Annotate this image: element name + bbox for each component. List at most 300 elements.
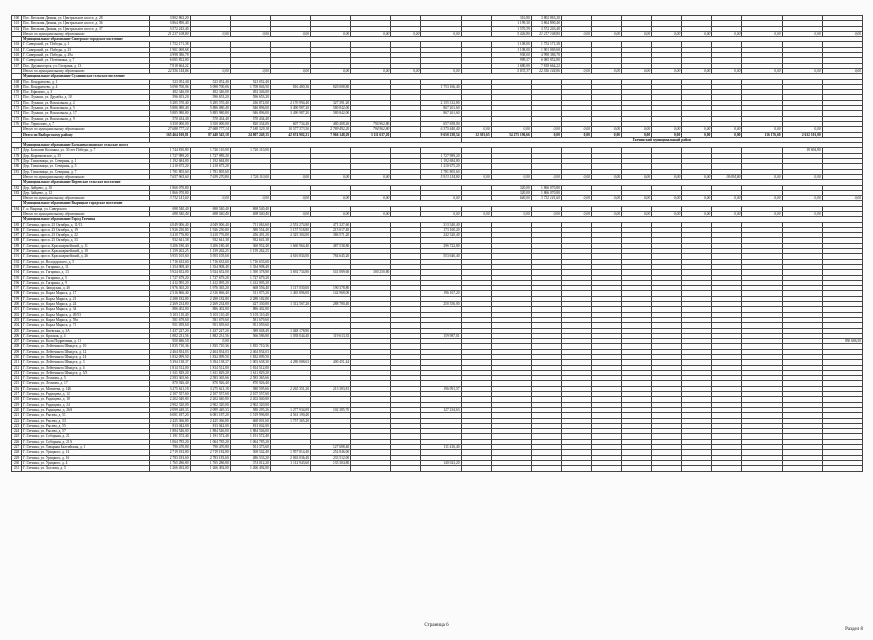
value-cell: 0,00 <box>712 127 742 132</box>
value-cell: 5 103 110,40 <box>150 312 190 317</box>
address-cell: Г. Сиверский, ул. Победы, д. 23 <box>22 47 150 52</box>
row-number: 217 <box>12 392 22 397</box>
value-cell: 698 540,40 <box>150 206 190 211</box>
address-cell: Г. Гатчина, ул. Карла Маркса, д. 59а <box>22 317 150 322</box>
value-cell: 1 926 250,80 <box>190 227 230 232</box>
value-cell <box>461 466 491 471</box>
value-cell: 1 814 512,00 <box>230 365 270 370</box>
value-cell: 3 350 000,00 <box>190 121 230 126</box>
value-cell: 0,00 <box>622 31 652 36</box>
value-cell: 867 261,60 <box>421 106 461 111</box>
value-cell: 1 064 785,20 <box>150 439 190 444</box>
row-number: 229 <box>12 455 22 460</box>
address-cell: Г. Гатчина, ул. Карла Маркса, д. 71 <box>22 323 150 328</box>
value-cell: 456 491,20 <box>230 233 270 238</box>
value-cell: 0,00 <box>742 68 782 73</box>
value-cell: 2 583 365,66 <box>150 376 190 381</box>
value-cell: 1 765 286,80 <box>190 460 230 465</box>
value-cell: 570 434,40 <box>150 116 190 121</box>
value-cell: 1 866 070,80 <box>150 190 190 195</box>
value-cell: 1 835 710,36 <box>150 344 190 349</box>
value-cell: 1 660 964,40 <box>270 243 310 248</box>
value-cell: 0,00 <box>311 196 351 201</box>
address-cell: Г. Гатчина, ул. Рысева, д. 55 <box>22 423 150 428</box>
address-cell: Дер. Тихковицы, ул. Северная, д. 5 <box>22 164 150 169</box>
address-cell: Г. Гатчина, ул. Лейтенанта Шмидта, д. 12 <box>22 349 150 354</box>
value-cell: 0,00 <box>391 68 421 73</box>
address-cell: Г. Гатчина, просп. 25 Октября, д. 19 <box>22 227 150 232</box>
value-cell: 0,00 <box>230 68 270 73</box>
row-number: 176 <box>12 121 22 126</box>
row-number: 194 <box>12 270 22 275</box>
value-cell: 0,00 <box>351 68 391 73</box>
address-cell: Г. Гатчина, ул. Лейтенанта Шмидта, д. 3 <box>22 360 150 365</box>
value-cell: 0,00 <box>682 174 712 179</box>
address-cell: Г. Гатчина, просп. 25 Октября, д. 11/13 <box>22 222 150 227</box>
address-cell: Г. Гатчина, просп. Красноармейский, д. 11 <box>22 243 150 248</box>
value-cell: 0,00 <box>591 68 621 73</box>
value-cell: 0,00 <box>421 196 461 201</box>
value-cell: 0,00 <box>311 174 351 179</box>
row-number: 221 <box>12 413 22 418</box>
address-cell: Пос. Дружногорск, ул. Гагарина, д. 13 <box>22 63 150 68</box>
row-number: 214 <box>12 376 22 381</box>
value-cell: 1 354 908,40 <box>150 264 190 269</box>
value-cell: 7 818 664,22 <box>150 63 190 68</box>
value-cell: 18 694,80 <box>712 174 742 179</box>
value-cell: 22 556 144,86 <box>150 68 190 73</box>
row-number: 185 <box>12 222 22 227</box>
address-cell: Г. Гатчина, ул. Соборная, д. 21 <box>22 434 150 439</box>
value-cell: 951 059,60 <box>190 323 230 328</box>
value-cell: 0,00 <box>822 196 862 201</box>
value-cell: 0,00 <box>491 127 531 132</box>
value-cell: 932 641,38 <box>150 238 190 243</box>
row-number: 171 <box>12 95 22 100</box>
address-cell: Г. Гатчина, ул. Радищева, д. 26А <box>22 407 150 412</box>
register-table <box>11 15 863 472</box>
value-cell: 3 572 243,40 <box>531 26 561 31</box>
value-cell: 1 726 110,00 <box>190 148 230 153</box>
value-cell <box>351 466 391 471</box>
value-cell: 932 641,38 <box>230 238 270 243</box>
address-cell: Г. Гатчина, ул. Радищева, д. 24 <box>22 402 150 407</box>
value-cell: 1 312 567,20 <box>270 302 310 307</box>
value-cell: 0,00 <box>461 211 491 216</box>
address-cell: Г. Гатчина, ул. Киевская, д. 3А <box>22 328 150 333</box>
value-cell: 5 285 570,40 <box>190 100 230 105</box>
row-number: 197 <box>12 286 22 291</box>
value-cell: 0,00 <box>652 211 682 216</box>
row-number: 189 <box>12 243 22 248</box>
address-cell: Дер. Зайцево, д. 12 <box>22 190 150 195</box>
value-cell: 1 210 675,20 <box>421 164 461 169</box>
value-cell: 596 653,20 <box>230 95 270 100</box>
value-cell: 867 261,60 <box>421 111 461 116</box>
value-cell: 816 480,36 <box>270 84 310 89</box>
value-cell: 0,00 <box>622 196 652 201</box>
value-cell: 0,00 <box>782 196 822 201</box>
value-cell: 3 732 141,60 <box>531 196 561 201</box>
value-cell: 2 063 036,40 <box>270 455 310 460</box>
row-number: 191 <box>12 254 22 259</box>
subtotal-label: Итого по муниципальному образованию <box>22 211 150 216</box>
value-cell: 2 553 274,80 <box>270 222 310 227</box>
value-cell: 1 191 572,40 <box>150 434 190 439</box>
value-cell: 119 613,35 <box>311 333 351 338</box>
value-cell: 233 512,00 <box>311 455 351 460</box>
value-cell: 0,00 <box>351 196 391 201</box>
value-cell: 0,00 <box>561 196 591 201</box>
value-cell: 999,37 <box>491 58 531 63</box>
value-cell: 1 882 231,56 <box>150 333 190 338</box>
address-cell: Г. Гатчина, ул. Гагарина, д. 13 <box>22 270 150 275</box>
value-cell: 870 926,40 <box>190 381 230 386</box>
row-number: 165 <box>12 53 22 58</box>
value-cell: 551 373,60 <box>230 445 270 450</box>
value-cell: 2 464 834,03 <box>190 349 230 354</box>
value-cell: 0,00 <box>622 127 652 132</box>
value-cell: 165 464 010,81 <box>150 132 190 137</box>
value-cell: 18 694,80 <box>782 148 822 153</box>
value-cell: 0,00 <box>782 68 822 73</box>
value-cell: 102 385,70 <box>311 407 351 412</box>
value-cell: 316,80 <box>491 16 531 21</box>
value-cell: 0,00 <box>591 127 621 132</box>
row-number: 168 <box>12 79 22 84</box>
value-cell: 1 726 110,00 <box>230 148 270 153</box>
address-cell: Г. Гатчина, просп. 25 Октября, д. 33 <box>22 238 150 243</box>
value-cell: 813 042,00 <box>230 423 270 428</box>
value-cell: 213 383,81 <box>311 386 351 391</box>
value-cell: 946 896,00 <box>230 106 270 111</box>
value-cell: 0,00 <box>190 196 230 201</box>
value-cell: 242 320,40 <box>421 233 461 238</box>
subtotal-label: Итого по Выборгскому району <box>22 132 150 137</box>
row-number: 186 <box>12 227 22 232</box>
address-cell: Пос. Кюльзик Дачная, ул. Центральное шоссе, д. 37 <box>22 26 150 31</box>
value-cell: 4 561 190,40 <box>270 413 310 418</box>
value-cell: 0,00 <box>531 211 561 216</box>
value-cell: 523 052,40 <box>230 79 270 84</box>
value-cell: 0,00 <box>782 211 822 216</box>
value-cell: 3 275 621,18 <box>190 386 230 391</box>
value-cell: 1 266 492,00 <box>190 466 230 471</box>
row-number: 211 <box>12 360 22 365</box>
row-number: 187 <box>12 233 22 238</box>
row-number: 166 <box>12 58 22 63</box>
value-cell: 813 042,00 <box>190 423 230 428</box>
value-cell: 580 295,26 <box>230 407 270 412</box>
value-cell: 951 059,60 <box>230 323 270 328</box>
value-cell: 5 886 080,40 <box>150 106 190 111</box>
row-number: 170 <box>12 90 22 95</box>
value-cell: 1 465 896,00 <box>270 291 310 296</box>
address-cell: Г. Сиверский, ул. Победы, д. 1 <box>22 42 150 47</box>
row-number: 206 <box>12 333 22 338</box>
value-cell: 657 658,00 <box>421 121 461 126</box>
value-cell: 0,00 <box>270 196 310 201</box>
value-cell: 127 688,40 <box>311 445 351 450</box>
value-cell: 7 180 329,18 <box>230 127 270 132</box>
value-cell: 2 316 866,40 <box>150 291 190 296</box>
value-cell: 1 866 070,80 <box>150 185 190 190</box>
value-cell: 1 277 934,09 <box>270 407 310 412</box>
row-number: 207 <box>12 339 22 344</box>
value-cell: 1 354 908,40 <box>230 264 270 269</box>
value-cell: 1 976 365,20 <box>190 286 230 291</box>
value-cell: 3 802 863,20 <box>150 16 190 21</box>
value-cell: 508 542,40 <box>230 450 270 455</box>
value-cell: 3 692 734,80 <box>270 270 310 275</box>
value-cell: 0,00 <box>270 211 310 216</box>
row-number: 161 <box>12 21 22 26</box>
address-cell: Г. Гатчина, ул. Урицкого, д. 16 <box>22 455 150 460</box>
value-cell: 581 679,60 <box>150 317 190 322</box>
address-cell: Г. Гатчина, ул. Красная, д. 4 <box>22 333 150 338</box>
value-cell: 1 976 365,20 <box>150 286 190 291</box>
value-cell <box>531 466 561 471</box>
address-cell: Г. Гатчина, ул. Карла Маркса, д. 17 <box>22 291 150 296</box>
row-number: 230 <box>12 460 22 465</box>
value-cell <box>391 466 421 471</box>
value-cell: 886 402,80 <box>150 307 190 312</box>
row-number: 227 <box>12 445 22 450</box>
row-number: 204 <box>12 323 22 328</box>
value-cell: 4 049 006,40 <box>150 222 190 227</box>
value-cell <box>591 466 621 471</box>
value-cell: 0,00 <box>531 174 561 179</box>
row-number: 208 <box>12 344 22 349</box>
row-number: 193 <box>12 264 22 269</box>
value-cell: 1 781 805,60 <box>421 169 461 174</box>
value-cell: 2 202 040,80 <box>150 397 190 402</box>
value-cell: 950 686,50 <box>150 339 190 344</box>
value-cell: 0,00 <box>682 196 712 201</box>
value-cell: 2 464 834,03 <box>230 349 270 354</box>
value-cell: 327 391,20 <box>311 100 351 105</box>
row-number: 163 <box>12 42 22 47</box>
value-cell: 196 167,20 <box>421 291 461 296</box>
value-cell: 0,00 <box>311 31 351 36</box>
value-cell: 698 540,40 <box>190 206 230 211</box>
value-cell: 1 064 785,20 <box>230 439 270 444</box>
row-number: 222 <box>12 418 22 423</box>
value-cell: 1 199,30 <box>491 21 531 26</box>
value-cell: 0,00 <box>782 174 822 179</box>
value-cell: 2 902 320,00 <box>230 402 270 407</box>
value-cell: 1 680,00 <box>491 63 531 68</box>
value-cell: 5 955 105,60 <box>150 254 190 259</box>
value-cell: 1 884 546,00 <box>150 429 190 434</box>
value-cell: 1 716 633,60 <box>150 259 190 264</box>
value-cell: 250 356,00 <box>421 302 461 307</box>
value-cell: 1 901 069,68 <box>150 47 190 52</box>
address-cell: Г. Гатчина, ул. Леонова, д. 17 <box>22 381 150 386</box>
table-row <box>12 466 863 471</box>
value-cell: 3 864 890,40 <box>531 21 561 26</box>
value-cell: 5 394 138,37 <box>190 360 230 365</box>
value-cell: 1 038 044,40 <box>270 333 310 338</box>
value-cell: 596 653,20 <box>190 95 230 100</box>
value-cell: 142 968,00 <box>311 291 351 296</box>
value-cell: 5 924 652,00 <box>190 270 230 275</box>
row-number: 192 <box>12 259 22 264</box>
value-cell: 886 402,80 <box>190 307 230 312</box>
value-cell: 0,00 <box>270 68 310 73</box>
value-cell: 0,00 <box>652 127 682 132</box>
value-cell: 1 191 572,40 <box>230 434 270 439</box>
value-cell: 0,00 <box>561 174 591 179</box>
value-cell: 886 402,80 <box>230 307 270 312</box>
value-cell: 1 266 492,00 <box>150 466 190 471</box>
row-number: 223 <box>12 423 22 428</box>
value-cell: 1 437 227,20 <box>190 328 230 333</box>
value-cell: 698 540,40 <box>150 211 190 216</box>
address-cell: Дер. Корпиковское, д. 35 <box>22 153 150 158</box>
value-cell: 1 716 633,60 <box>190 259 230 264</box>
address-cell: Пос. Лукаши, ул. Вокзальная, д. 17 <box>22 111 150 116</box>
value-cell: 5 103 110,40 <box>230 312 270 317</box>
value-cell: 7 966 148,29 <box>311 132 351 137</box>
value-cell: 1 884 546,00 <box>230 429 270 434</box>
value-cell: 3 864 890,40 <box>150 21 190 26</box>
address-cell: Пос. Ефимово, д. 3 <box>22 90 150 95</box>
value-cell: 1 716 633,60 <box>230 259 270 264</box>
value-cell: 3 410 776,80 <box>190 233 230 238</box>
value-cell: 0,00 <box>421 31 461 36</box>
value-cell: 870 926,40 <box>230 381 270 386</box>
row-number: 160 <box>12 16 22 21</box>
row-number: 199 <box>12 296 22 301</box>
value-cell: 0,00 <box>531 132 561 137</box>
row-number: 212 <box>12 365 22 370</box>
value-cell: 1 412 095,20 <box>190 280 230 285</box>
value-cell: 820 334,00 <box>230 121 270 126</box>
value-cell <box>270 466 310 471</box>
value-cell: 0,00 <box>591 196 621 201</box>
row-number: 184 <box>12 206 22 211</box>
row-number: 188 <box>12 238 22 243</box>
address-cell: Пос. Кюльзик Дачная, ул. Центральное шоссе, д. 36 <box>22 21 150 26</box>
value-cell: 523 052,40 <box>150 79 190 84</box>
value-cell: 0,00 <box>682 132 712 137</box>
value-cell: 0,00 <box>682 68 712 73</box>
value-cell: 0,00 <box>742 174 782 179</box>
row-number: 172 <box>12 100 22 105</box>
value-cell: 0,00 <box>190 339 230 344</box>
value-cell: 1 926 250,80 <box>150 227 190 232</box>
value-cell: 2 583 365,66 <box>230 376 270 381</box>
value-cell: 0,00 <box>712 68 742 73</box>
value-cell: 190 378,80 <box>311 286 351 291</box>
address-cell: Пос. Лукаши, ул. Вокзальная, д. 2 <box>22 100 150 105</box>
value-cell: 22 556 144,86 <box>531 68 561 73</box>
value-cell: 487 538,80 <box>311 243 351 248</box>
value-cell: 3 732 141,60 <box>150 196 190 201</box>
value-cell: 3 410 776,80 <box>150 233 190 238</box>
address-cell: Г. Гатчина, просп. 25 Октября, д. 22 <box>22 233 150 238</box>
value-cell: 0,00 <box>461 127 491 132</box>
value-cell: 1 832 099,50 <box>150 355 190 360</box>
row-number: 202 <box>12 312 22 317</box>
value-cell: 1 752 171,38 <box>531 42 561 47</box>
value-cell: 436 872,00 <box>230 100 270 105</box>
value-cell: 2 107 557,60 <box>230 392 270 397</box>
value-cell: 0,00 <box>270 174 310 179</box>
value-cell: 1 412 095,20 <box>230 280 270 285</box>
value-cell: 0,00 <box>822 68 862 73</box>
address-cell: Г. Гатчина, ул. Радищева, д. 18 <box>22 397 150 402</box>
value-cell: 2 902 320,00 <box>150 402 190 407</box>
value-cell: 1 117 030,00 <box>270 286 310 291</box>
value-cell: 0,00 <box>561 211 591 216</box>
value-cell: 0,00 <box>622 68 652 73</box>
value-cell: 1 708 846,50 <box>230 84 270 89</box>
subtotal-label: Итого по муниципальному образованию <box>22 196 150 201</box>
subtotal-label: Итого по муниципальному образованию <box>22 127 150 132</box>
value-cell: 5 924 652,00 <box>150 270 190 275</box>
value-cell <box>421 466 461 471</box>
value-cell: 196 091,57 <box>421 386 461 391</box>
address-cell: Г. Сиверский, ул. Победы, д. 29а <box>22 53 150 58</box>
row-number: 225 <box>12 434 22 439</box>
row-number: 164 <box>12 47 22 52</box>
value-cell: 580 554,40 <box>230 227 270 232</box>
value-cell: 2 099 449,33 <box>190 407 230 412</box>
address-cell: Г. Гатчина, ул. Урицкого, д. 14 <box>22 450 150 455</box>
page-number: Страница 6 <box>424 623 449 628</box>
row-number: 167 <box>12 63 22 68</box>
value-cell: 5 955 105,60 <box>190 254 230 259</box>
value-cell: 1 765 286,80 <box>150 460 190 465</box>
value-cell: 4 049 006,40 <box>190 222 230 227</box>
value-cell: 7 639 270,80 <box>190 174 230 179</box>
value-cell: 492 346,00 <box>230 90 270 95</box>
value-cell: 215 017,40 <box>311 227 351 232</box>
value-cell: 1 108,00 <box>491 47 531 52</box>
value-cell: 5 833,37 <box>491 68 531 73</box>
value-cell: 2 719 182,80 <box>190 450 230 455</box>
value-cell: 3 350 000,00 <box>150 121 190 126</box>
value-cell: 0,00 <box>391 31 421 36</box>
address-cell: Пос. Лукаши, ул. Вокзальная, д. 5 <box>22 106 150 111</box>
row-number: 218 <box>12 397 22 402</box>
value-cell: 0,00 <box>652 174 682 179</box>
value-cell: 668 001,60 <box>230 418 270 423</box>
value-cell: 0,00 <box>652 31 682 36</box>
value-cell: 2 425 366,80 <box>150 418 190 423</box>
value-cell: 0,00 <box>712 132 742 137</box>
value-cell: 6 085 852,80 <box>531 58 561 63</box>
value-cell: 0,00 <box>742 31 782 36</box>
value-cell: 54 275 196,66 <box>491 132 531 137</box>
value-cell: 386 571,20 <box>311 233 351 238</box>
row-number: 209 <box>12 349 22 354</box>
value-cell: 580 842,00 <box>311 111 351 116</box>
address-cell: Г. Гатчина, просп. Красноармейский, д. 10 <box>22 249 150 254</box>
row-number: 210 <box>12 355 22 360</box>
value-cell: 1 159 262,25 <box>190 249 230 254</box>
value-cell: 0,00 <box>712 196 742 201</box>
value-cell: 1 192 684,80 <box>150 159 190 164</box>
value-cell <box>682 466 712 471</box>
row-number: 228 <box>12 450 22 455</box>
value-cell <box>561 466 591 471</box>
value-cell: 0,00 <box>190 68 230 73</box>
district-header: Гатчинский муниципальный район <box>461 137 862 142</box>
value-cell: 1 866 070,80 <box>531 185 561 190</box>
